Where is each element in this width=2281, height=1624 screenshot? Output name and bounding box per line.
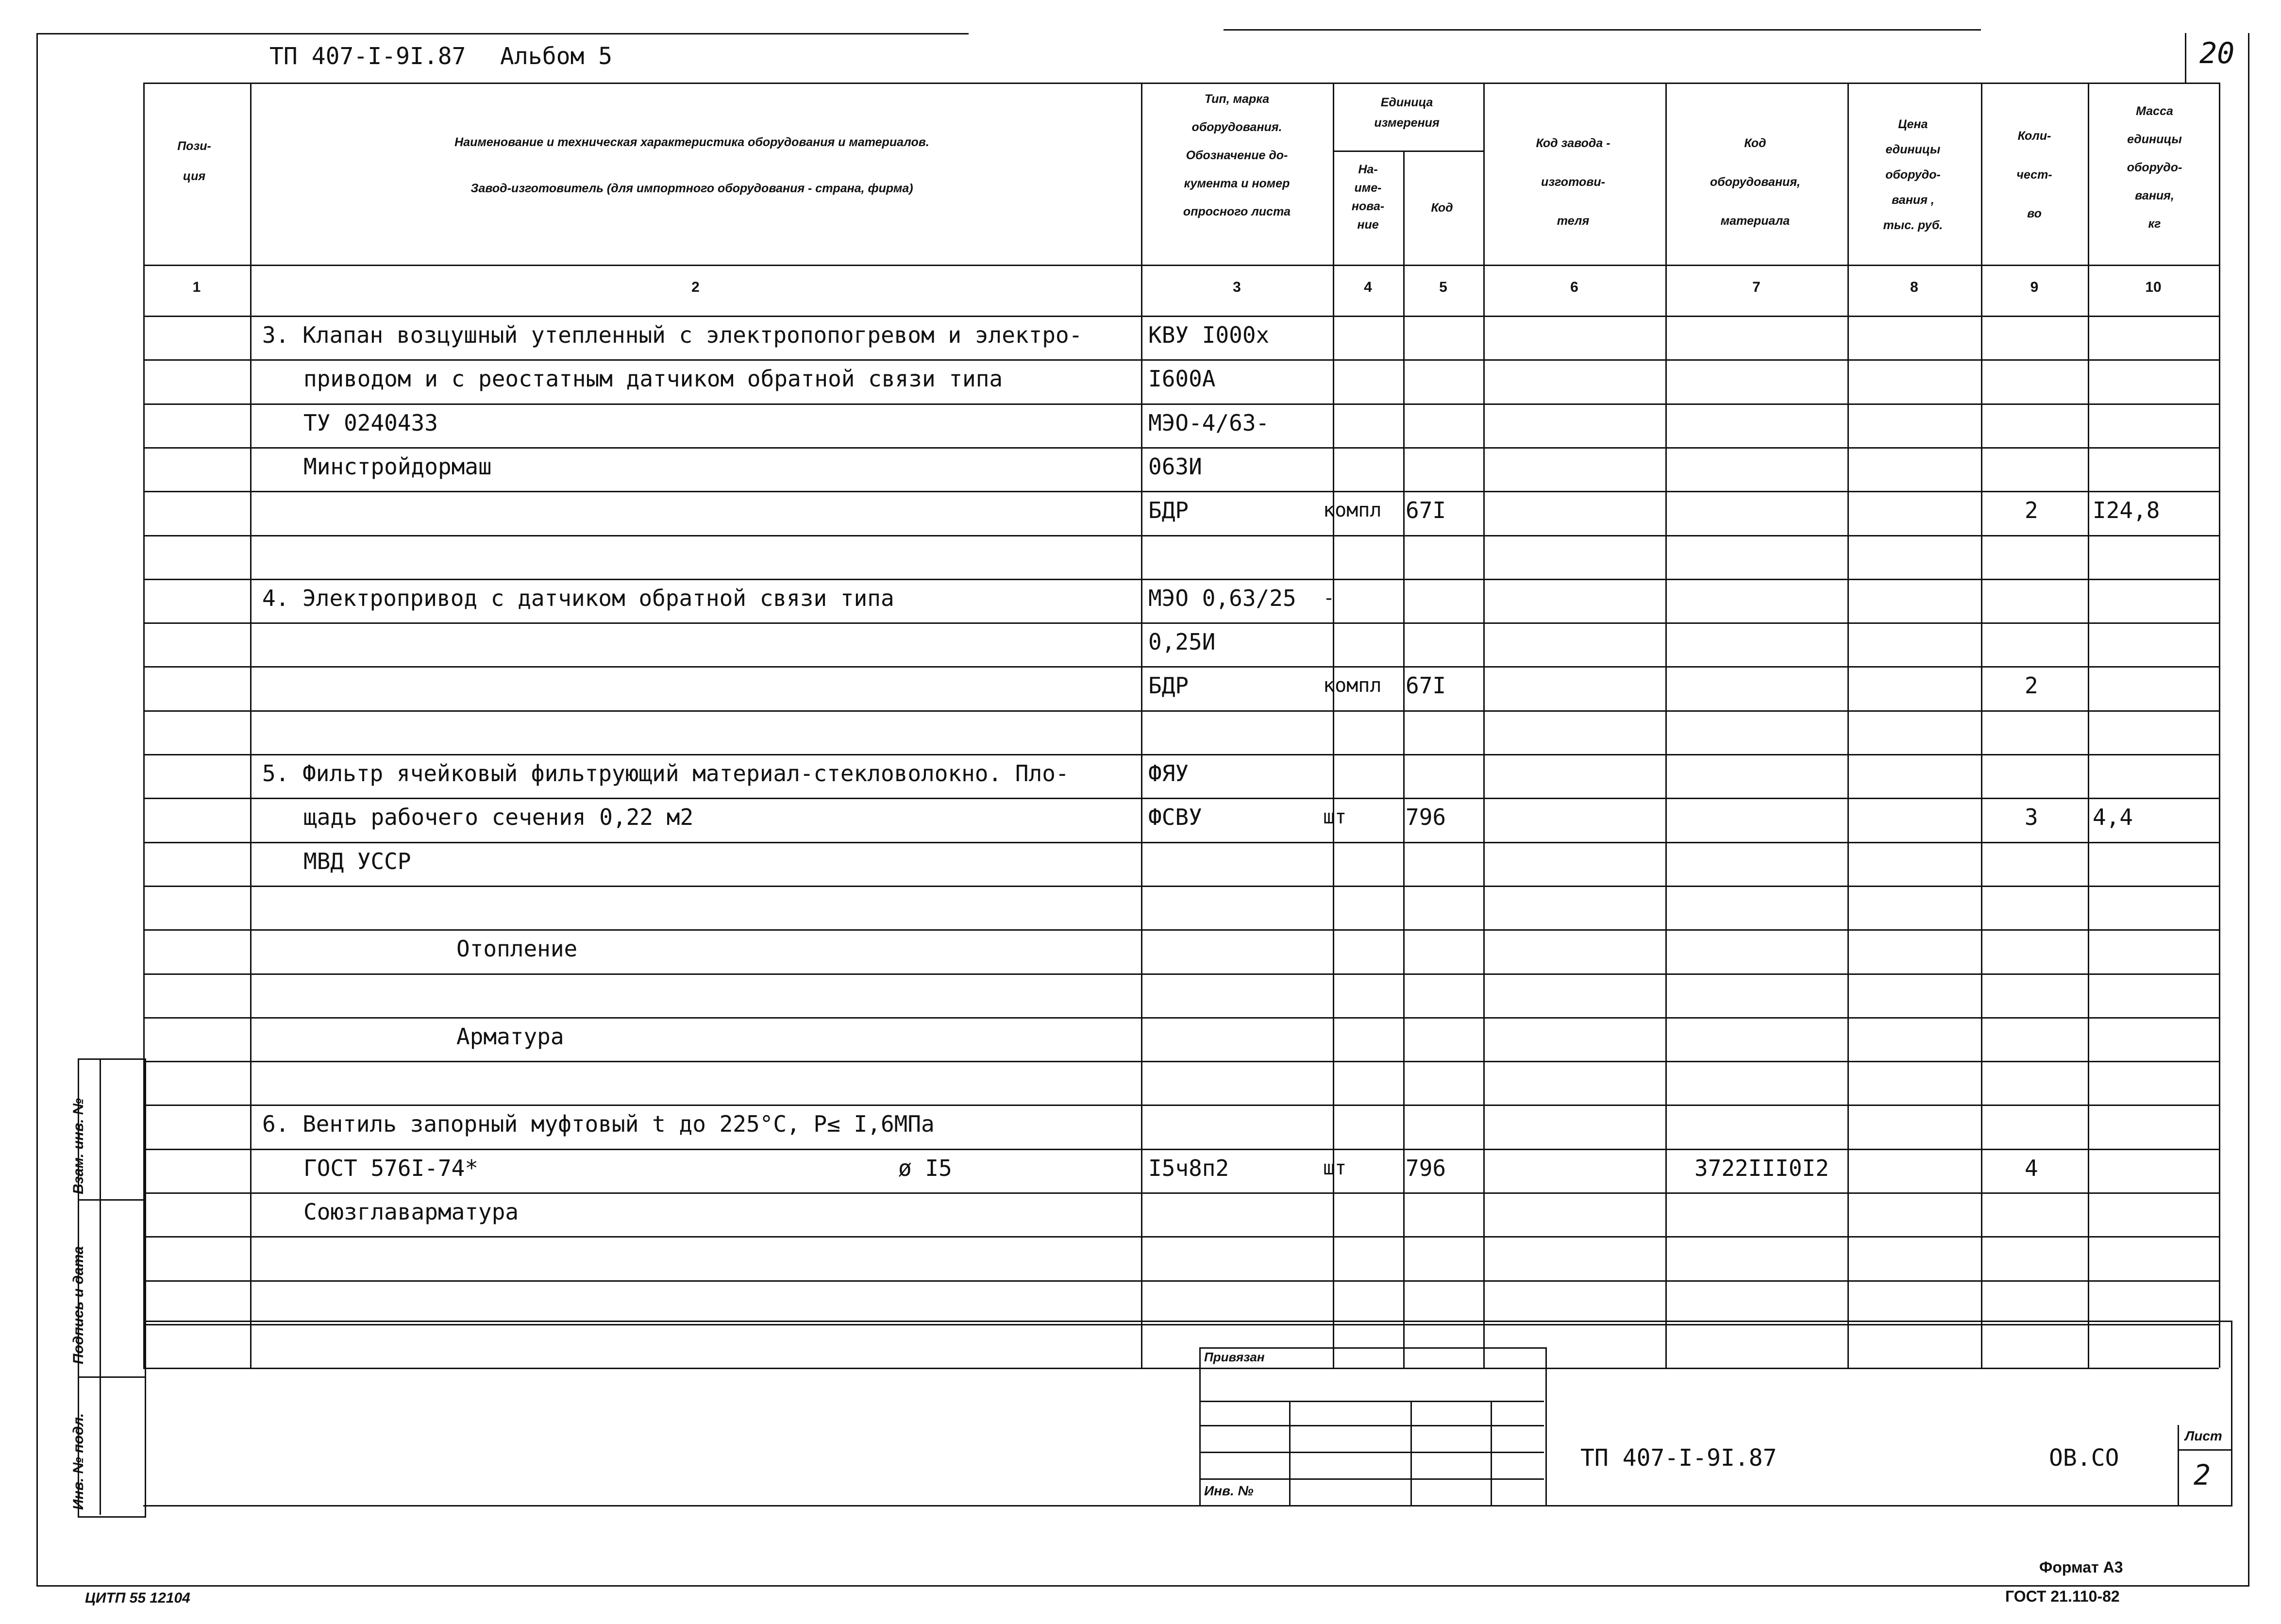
row-type: МЭО 0,63/25 — [1148, 585, 1296, 611]
priv-line-3 — [1199, 1452, 1544, 1453]
priv-col-3 — [1491, 1401, 1492, 1505]
header-qty: Коли- чест- во — [2016, 129, 2052, 220]
badge-divider — [2185, 33, 2186, 83]
album-label: Альбом 5 — [500, 43, 613, 70]
priv-col-1 — [1289, 1401, 1291, 1505]
row-equip-code: 3722III0I2 — [1694, 1155, 1829, 1181]
row-line-3 — [143, 447, 2219, 449]
row-line-16 — [143, 1017, 2219, 1019]
footer-gost: ГОСТ 21.110-82 — [2005, 1588, 2120, 1605]
frame-top-line-right — [1224, 29, 1981, 31]
row-line-17 — [143, 1061, 2219, 1062]
row-line-19 — [143, 1149, 2219, 1150]
row-line-13 — [143, 886, 2219, 887]
row-name: ГОСТ 576I-74* — [303, 1155, 479, 1181]
row-unit: компл — [1323, 674, 1382, 697]
column-line-9 — [2088, 83, 2089, 1368]
row-type: ФСВУ — [1148, 804, 1202, 831]
side-stamp-line-1 — [78, 1199, 146, 1201]
row-type: I5ч8п2 — [1148, 1155, 1229, 1181]
row-type: КВУ I000х — [1148, 322, 1270, 348]
column-number-9: 9 — [2030, 279, 2039, 295]
column-number-5: 5 — [1439, 279, 1447, 295]
row-line-23 — [143, 1324, 2219, 1325]
header-mass: Масса единицы оборудо- вания, кг — [2127, 104, 2182, 231]
column-line-10 — [2219, 83, 2220, 1368]
side-stamp-divider — [100, 1058, 101, 1515]
column-number-3: 3 — [1233, 279, 1241, 295]
unit-subheader-line — [1333, 151, 1483, 152]
row-line-2 — [143, 403, 2219, 405]
column-number-4: 4 — [1364, 279, 1372, 295]
side-stamp-c: Инв. № подл. — [70, 1413, 86, 1510]
row-type: 0,25И — [1148, 629, 1216, 655]
row-mass: 4,4 — [2093, 804, 2133, 831]
row-name: 3. Клапан возцушный утепленный с электропопогревом и электро- — [262, 322, 1083, 348]
row-type: 063И — [1148, 453, 1202, 480]
side-stamp-a: Взам. инв. № — [70, 1098, 86, 1194]
stamp-doc-code: ТП 407-I-9I.87 — [1580, 1444, 1777, 1472]
table-top-line — [143, 83, 2219, 84]
row-type: МЭО-4/63- — [1148, 409, 1270, 436]
side-stamp-b: Подпись и дата — [70, 1246, 86, 1364]
row-code: 796 — [1406, 804, 1446, 831]
column-number-6: 6 — [1570, 279, 1578, 295]
column-line-5 — [1483, 83, 1485, 1368]
column-number-2: 2 — [691, 279, 700, 295]
row-type: ФЯУ — [1148, 760, 1189, 787]
inv-no-label: Инв. № — [1204, 1483, 1254, 1498]
doc-ref: ТП 407-I-9I.87 — [269, 43, 466, 70]
row-line-1 — [143, 359, 2219, 361]
row-line-12 — [143, 842, 2219, 843]
row-line-24 — [143, 1368, 2219, 1369]
row-name: щадь рабочего сечения 0,22 м2 — [303, 804, 694, 831]
row-line-22 — [143, 1280, 2219, 1282]
row-line-15 — [143, 973, 2219, 975]
side-stamp — [78, 1058, 146, 1518]
row-line-20 — [143, 1192, 2219, 1194]
column-number-8: 8 — [1910, 279, 1918, 295]
row-line-8 — [143, 666, 2219, 668]
header-equip-code: Код оборудования, материала — [1710, 136, 1800, 228]
row-name: Отопление — [456, 936, 578, 962]
footer-format: Формат А3 — [2039, 1558, 2123, 1576]
header-unit-code: Код — [1431, 201, 1453, 215]
column-number-10: 10 — [2145, 279, 2162, 295]
column-line-4 — [1403, 151, 1405, 1368]
row-type: I600А — [1148, 366, 1216, 392]
list-label: Лист — [2185, 1428, 2222, 1443]
sheet-badge: 20 — [2199, 36, 2235, 70]
column-number-7: 7 — [1752, 279, 1761, 295]
row-name: Минстройдормаш — [303, 453, 492, 480]
frame-right-line — [2248, 33, 2249, 1587]
privyazan-label: Привязан — [1204, 1350, 1265, 1364]
stamp-bottom-line — [143, 1505, 2232, 1507]
column-line-8 — [1981, 83, 1982, 1368]
row-type: БДР — [1148, 672, 1189, 699]
row-line-5 — [143, 535, 2219, 536]
header-pos: Пози- ция — [177, 139, 211, 183]
header-factory: Код завода - изготови- теля — [1536, 136, 1610, 228]
privyazan-block — [1199, 1347, 1547, 1507]
row-unit: шт — [1323, 1156, 1347, 1179]
row-line-6 — [143, 579, 2219, 580]
row-line-4 — [143, 491, 2219, 492]
header-name-2: Завод-изготовитель (для импортного оборудования - страна, фирма) — [470, 182, 913, 195]
stamp-doc-mark: ОВ.СО — [2049, 1444, 2119, 1472]
header-unit-name: На- име- нова- ние — [1351, 163, 1385, 232]
row-line-7 — [143, 622, 2219, 624]
header-bottom-line — [143, 265, 2219, 266]
row-type: БДР — [1148, 497, 1189, 524]
stamp-top-line — [143, 1321, 2231, 1322]
column-line-7 — [1847, 83, 1849, 1368]
row-name: Арматура — [456, 1023, 564, 1050]
priv-line-2 — [1199, 1425, 1544, 1426]
row-line-14 — [143, 929, 2219, 931]
list-box-divider — [2178, 1449, 2231, 1451]
row-unit: - — [1323, 586, 1335, 609]
row-mass: I24,8 — [2093, 497, 2160, 524]
column-line-1 — [250, 83, 252, 1368]
column-line-2 — [1141, 83, 1142, 1368]
row-line-18 — [143, 1105, 2219, 1106]
header-name-1: Наименование и техническая характеристика оборудования и материалов. — [454, 135, 929, 149]
row-qty: 4 — [2025, 1155, 2038, 1181]
row-line-10 — [143, 754, 2219, 755]
row-unit: шт — [1323, 806, 1347, 829]
row-line-11 — [143, 798, 2219, 799]
row-name-extra: ø I5 — [898, 1155, 952, 1181]
row-name: ТУ 0240433 — [303, 409, 438, 436]
row-name: 5. Фильтр ячейковый фильтрующий материал-стекловолокно. Пло- — [262, 760, 1069, 787]
header-unit-group: Единица измерения — [1374, 96, 1440, 130]
side-stamp-line-2 — [78, 1376, 146, 1378]
frame-top-line — [36, 33, 969, 34]
footer-left: ЦИТП 55 12104 — [85, 1590, 190, 1606]
frame-left-line — [36, 33, 38, 1587]
priv-col-2 — [1410, 1401, 1412, 1505]
row-name: Союзглаварматура — [303, 1199, 519, 1225]
header-type: Тип, марка оборудования. Обозначение до- кумента и номер опросного листа — [1183, 92, 1291, 218]
row-line-9 — [143, 710, 2219, 712]
row-name: 6. Вентиль запорный муфтовый t до 225°С, P≤ I,6МПа — [262, 1111, 935, 1138]
priv-line-4 — [1199, 1478, 1544, 1480]
row-unit: компл — [1323, 499, 1382, 522]
column-line-6 — [1665, 83, 1667, 1368]
row-qty: 3 — [2025, 804, 2038, 831]
column-number-1: 1 — [192, 279, 201, 295]
priv-line-1 — [1199, 1401, 1544, 1402]
header-price: Цена единицы оборудо- вания , тыс. руб. — [1883, 117, 1943, 232]
row-qty: 2 — [2025, 672, 2038, 699]
row-code: 67I — [1406, 497, 1446, 524]
list-no: 2 — [2194, 1458, 2211, 1491]
row-code: 67I — [1406, 672, 1446, 699]
row-name: приводом и с реостатным датчиком обратной связи типа — [303, 366, 1003, 392]
row-name: МВД УССР — [303, 848, 411, 874]
frame-bottom-line — [36, 1585, 2249, 1587]
row-code: 796 — [1406, 1155, 1446, 1181]
numbers-bottom-line — [143, 316, 2219, 317]
row-qty: 2 — [2025, 497, 2038, 524]
row-line-21 — [143, 1236, 2219, 1238]
row-name: 4. Электропривод с датчиком обратной связи типа — [262, 585, 894, 611]
